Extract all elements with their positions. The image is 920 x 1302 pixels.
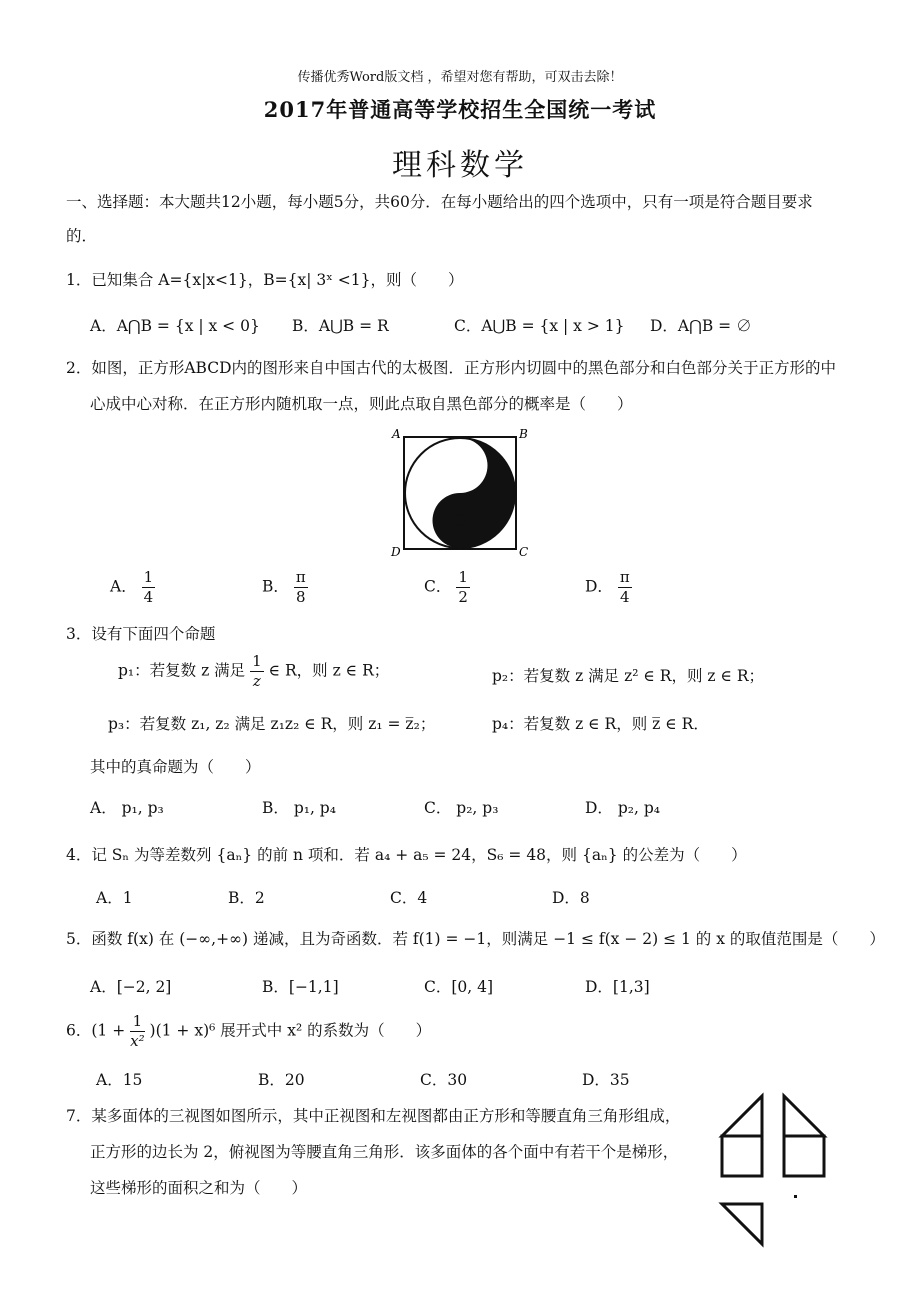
section-intro-line1: 一、选择题：本大题共12小题，每小题5分，共60分．在每小题给出的四个选项中，只有一项是符合题目要求 bbox=[66, 193, 813, 211]
three-view-figure bbox=[712, 1092, 836, 1292]
corner-label-c: C bbox=[519, 545, 529, 559]
q3-option-b[interactable]: B． p₁, p₄ bbox=[262, 799, 336, 817]
black-dot bbox=[455, 515, 466, 526]
corner-label-b: B bbox=[519, 427, 528, 441]
q2-option-b-label: B． bbox=[262, 577, 289, 596]
header-note: 传播优秀Word版文档 ，希望对您有帮助，可双击去除！ bbox=[297, 70, 623, 85]
q3-question: 其中的真命题为（ ） bbox=[90, 758, 261, 776]
front-view-triangle bbox=[722, 1096, 762, 1136]
q5-option-b[interactable]: B．[−1,1] bbox=[262, 978, 339, 996]
corner-label-d: D bbox=[391, 545, 401, 559]
q1-option-c[interactable]: C．A⋃B = {x | x > 1} bbox=[454, 317, 625, 335]
q4-option-a[interactable]: A．1 bbox=[96, 889, 133, 907]
q1-option-b[interactable]: B．A⋃B = R bbox=[292, 317, 389, 335]
q3-option-c[interactable]: C． p₂, p₃ bbox=[424, 799, 499, 817]
front-view-square bbox=[722, 1136, 762, 1176]
white-dot bbox=[455, 460, 466, 471]
q7-stem-line2: 正方形的边长为 2，俯视图为等腰直角三角形．该多面体的各个面中有若干个是梯形， bbox=[90, 1143, 679, 1161]
q1-option-d[interactable]: D．A⋂B = ∅ bbox=[650, 317, 752, 335]
q2-option-a-fraction: $\frac{1}{4}$ bbox=[143, 568, 154, 606]
q4-stem: 4．记 Sₙ 为等差数列 {aₙ} 的前 n 项和．若 a₄ + a₅ = 24，S₆ = 48，则 {aₙ} 的公差为（ ） bbox=[66, 846, 747, 864]
q3-proposition-p2: p₂：若复数 z 满足 z² ∈ R，则 z ∈ R； bbox=[492, 667, 765, 685]
side-view-triangle bbox=[784, 1096, 824, 1136]
figure-speck bbox=[794, 1195, 797, 1198]
q2-option-c-fraction: $\frac{1}{2}$ bbox=[458, 568, 468, 606]
q7-stem-line3: 这些梯形的面积之和为（ ） bbox=[90, 1179, 308, 1197]
corner-label-a: A bbox=[392, 427, 401, 441]
q2-option-b-fraction: $\frac{\pi}{8}$ bbox=[295, 568, 306, 606]
subject-title: 理科数学 bbox=[392, 148, 528, 183]
q4-option-c[interactable]: C．4 bbox=[390, 889, 428, 907]
q6-option-c[interactable]: C．30 bbox=[420, 1071, 468, 1089]
q3-proposition-p1: p₁：若复数 z 满足 $\frac{1}{z}$ ∈ R，则 z ∈ R； bbox=[118, 652, 390, 690]
q4-option-b[interactable]: B．2 bbox=[228, 889, 265, 907]
q3-stem: 3．设有下面四个命题 bbox=[66, 625, 216, 643]
exam-title: 2017年普通高等学校招生全国统一考试 bbox=[263, 97, 657, 122]
side-view-square bbox=[784, 1136, 824, 1176]
taiji-figure bbox=[388, 424, 538, 560]
top-view-triangle bbox=[722, 1204, 762, 1244]
q2-option-d-label: D． bbox=[585, 577, 613, 596]
q5-option-d[interactable]: D．[1,3] bbox=[585, 978, 650, 996]
q6-option-d[interactable]: D．35 bbox=[582, 1071, 630, 1089]
q1-stem: 1．已知集合 A={x|x<1}，B={x| 3ˣ <1}，则（ ） bbox=[66, 271, 464, 289]
q5-stem: 5．函数 f(x) 在 (−∞,+∞) 递减，且为奇函数．若 f(1) = −1，则满足 −1 ≤ f(x − 2) ≤ 1 的 x 的取值范围是（ ） bbox=[66, 930, 885, 948]
q6-option-b[interactable]: B．20 bbox=[258, 1071, 305, 1089]
section-intro-line2: 的． bbox=[66, 227, 98, 245]
q2-option-a-label: A． bbox=[110, 577, 137, 596]
q2-option-a[interactable] bbox=[110, 568, 155, 607]
q5-option-c[interactable]: C．[0, 4] bbox=[424, 978, 494, 996]
q2-option-d-fraction: $\frac{\pi}{4}$ bbox=[619, 568, 630, 606]
q5-option-a[interactable]: A．[−2, 2] bbox=[90, 978, 172, 996]
q2-option-c-label: C． bbox=[424, 577, 452, 596]
q1-option-a[interactable]: A．A⋂B = {x | x < 0} bbox=[90, 317, 260, 335]
q4-option-d[interactable]: D．8 bbox=[552, 889, 590, 907]
q7-stem-line1: 7．某多面体的三视图如图所示，其中正视图和左视图都由正方形和等腰直角三角形组成， bbox=[66, 1107, 681, 1125]
q2-option-d[interactable] bbox=[585, 568, 632, 607]
q2-stem-line1: 2．如图，正方形ABCD内的图形来自中国古代的太极图．正方形内切圆中的黑色部分和白色部分关于正方形的中 bbox=[66, 359, 837, 377]
q6-stem: 6．(1 + $\frac{1}{\text{x²}}$ )(1 + x)⁶ 展开式中 x² 的系数为（ ） bbox=[66, 1012, 432, 1050]
q3-proposition-p3: p₃：若复数 z₁, z₂ 满足 z₁z₂ ∈ R，则 z₁ = z̅₂； bbox=[108, 715, 436, 733]
q6-option-a[interactable]: A．15 bbox=[96, 1071, 143, 1089]
q3-option-d[interactable]: D． p₂, p₄ bbox=[585, 799, 660, 817]
top-view bbox=[722, 1204, 762, 1244]
q3-option-a[interactable]: A． p₁, p₃ bbox=[90, 799, 164, 817]
q2-option-b[interactable] bbox=[262, 568, 308, 607]
side-view bbox=[784, 1096, 824, 1176]
q3-proposition-p4: p₄：若复数 z ∈ R，则 z̅ ∈ R． bbox=[492, 715, 709, 733]
front-view bbox=[722, 1096, 762, 1176]
q2-option-c[interactable] bbox=[424, 568, 470, 607]
q2-stem-line2: 心成中心对称．在正方形内随机取一点，则此点取自黑色部分的概率是（ ） bbox=[90, 395, 633, 413]
